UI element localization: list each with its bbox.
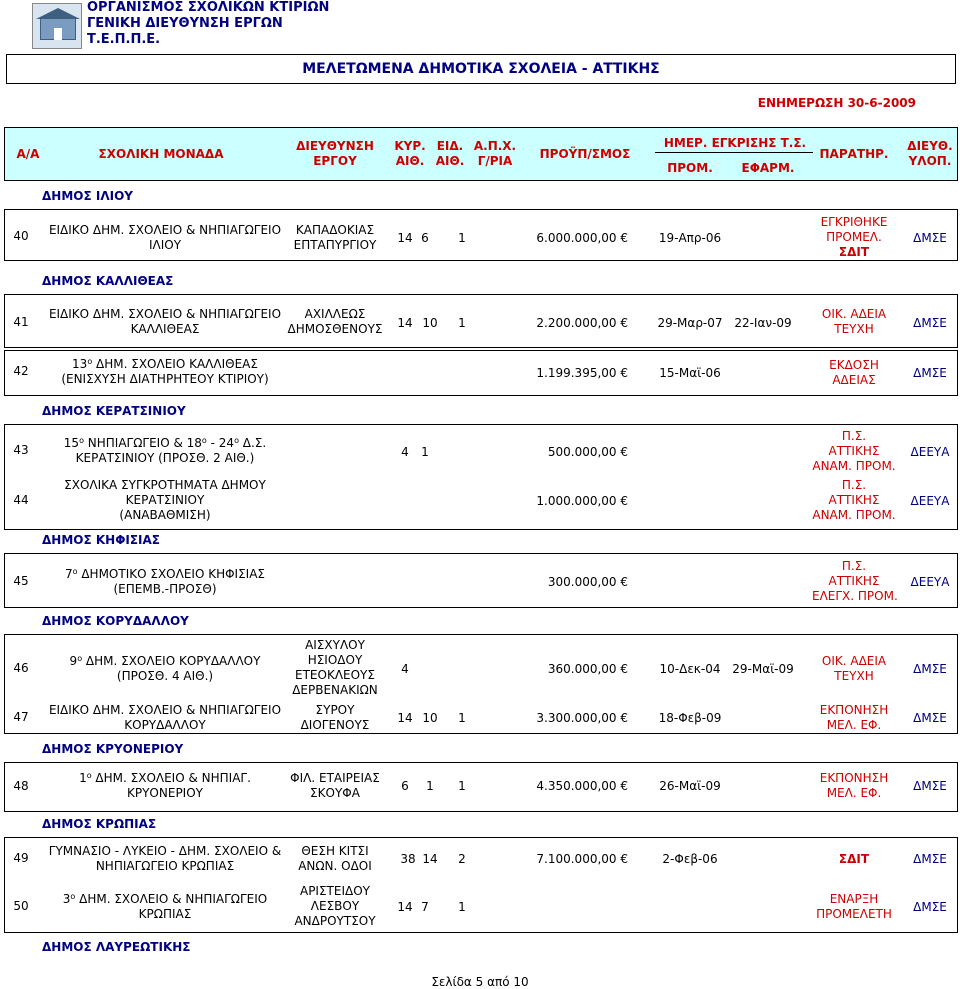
address-line1: ΑΡΙΣΤΕΙΔΟΥ <box>299 884 370 898</box>
project-address <box>280 223 390 253</box>
address-line2: ΛΕΣΒΟΥ <box>310 899 360 913</box>
directorate: ΔΜΣΕ <box>913 900 947 914</box>
municipality-lavreotikis: ΔΗΜΟΣ ΛΑΥΡΕΩΤΙΚΗΣ <box>42 940 191 954</box>
eid-count: 7 <box>421 900 429 914</box>
organization-name <box>87 0 329 48</box>
col-kyr-line1: ΚΥΡ. <box>394 139 426 153</box>
municipality-kifisias: ΔΗΜΟΣ ΚΗΦΙΣΙΑΣ <box>42 533 161 547</box>
kyr-count: 14 <box>397 231 413 245</box>
school-unit-line1: ΣΧΟΛΙΚΑ ΣΥΓΚΡΟΤΗΜΑΤΑ ΔΗΜΟΥ <box>64 478 266 492</box>
school-unit-line2: (ΠΡΟΣΘ. 4 ΑΙΘ.) <box>116 669 214 683</box>
project-address <box>280 844 390 874</box>
col-dieyth-line2: ΥΛΟΠ. <box>908 154 952 168</box>
page-title: ΜΕΛΕΤΩΜΕΝΑ ΔΗΜΟΤΙΚΑ ΣΧΟΛΕΙΑ - ΑΤΤΙΚΗΣ <box>6 54 956 84</box>
budget-value: 1.199.395,00 € <box>536 366 628 380</box>
col-notes: ΠΑΡΑΤΗΡ. <box>819 147 889 161</box>
school-unit-line2: (ΕΝΙΣΧΥΣΗ ΔΙΑΤΗΡΗΤΕΟΥ ΚΤΙΡΙΟΥ) <box>61 372 269 386</box>
col-address-line1: ΔΙΕΥΘΥΝΣΗ <box>296 139 374 153</box>
school-unit-line1: ΓΥΜΝΑΣΙΟ - ΛΥΚΕΙΟ - ΔΗΜ. ΣΧΟΛΕΙΟ & <box>48 844 282 858</box>
approval-efarm-date: 29-Μαϊ-09 <box>732 662 794 676</box>
kyr-count: 4 <box>401 445 409 459</box>
school-unit-line1 <box>45 771 285 786</box>
note-line2: ΤΕΥΧΗ <box>834 669 874 683</box>
row-number: 43 <box>13 443 29 457</box>
municipality-kryoneriou: ΔΗΜΟΣ ΚΡΥΟΝΕΡΙΟΥ <box>42 742 184 756</box>
municipality-keratsinioy: ΔΗΜΟΣ ΚΕΡΑΤΣΙΝΙΟΥ <box>42 404 186 418</box>
school-unit-line1: ΕΙΔΙΚΟ ΔΗΜ. ΣΧΟΛΕΙΟ & ΝΗΠΙΑΓΩΓΕΙΟ <box>48 307 282 321</box>
note-line3: ΑΝΑΜ. ΠΡΟΜ. <box>812 508 896 522</box>
directorate: ΔΜΣΕ <box>913 852 947 866</box>
approval-divider <box>655 152 813 153</box>
school-name: ΔΗΜ. ΣΧΟΛΕΙΟ ΚΟΡΥΔΑΛΛΟΥ <box>82 654 261 668</box>
school-unit-line2: ΚΕΡΑΤΣΙΝΙΟΥ (ΠΡΟΣΘ. 2 ΑΙΘ.) <box>75 451 255 465</box>
kyr-count: 4 <box>401 662 409 676</box>
approval-prom-date: 10-Δεκ-04 <box>659 662 721 676</box>
status-note <box>812 703 896 733</box>
row-number: 46 <box>13 661 29 675</box>
note-line2: ΤΕΥΧΗ <box>834 322 874 336</box>
note-line1: ΕΚΠΟΝΗΣΗ <box>819 771 889 785</box>
col-kyr <box>392 139 428 169</box>
col-ax-line2: Γ/ΡΙΑ <box>477 154 513 168</box>
note-line1: ΟΙΚ. ΑΔΕΙΑ <box>821 307 887 321</box>
school-unit-line2: ΚΡΥΟΝΕΡΙΟΥ <box>127 786 203 800</box>
kyr-count: 38 <box>400 852 416 866</box>
eid-count: 10 <box>422 711 438 725</box>
school-name-part: ΝΗΠΙΑΓΩΓΕΙΟ & 18 <box>83 436 202 450</box>
col-eid-line2: ΑΙΘ. <box>435 154 465 168</box>
ordinal-suffix: ο <box>70 892 76 901</box>
ordinal-suffix: ο <box>234 436 239 445</box>
status-note <box>812 559 896 604</box>
school-unit <box>45 771 285 801</box>
school-unit-line2: ΚΕΡΑΤΣΙΝΙΟΥ <box>125 493 205 507</box>
school-unit-line2: ΝΗΠΙΑΓΩΓΕΙΟ ΚΡΩΠΙΑΣ <box>95 859 235 873</box>
col-dieyth <box>902 139 958 169</box>
note-line1: Π.Σ. <box>841 429 867 443</box>
school-name: ΔΗΜ. ΣΧΟΛΕΙΟ & ΝΗΠΙΑΓ. <box>91 771 251 785</box>
col-unit: ΣΧΟΛΙΚΗ ΜΟΝΑΔΑ <box>98 147 224 161</box>
address-line1: ΘΕΣΗ ΚΙΤΣΙ <box>301 844 369 858</box>
org-line-1: ΟΡΓΑΝΙΣΜΟΣ ΣΧΟΛΙΚΩΝ ΚΤΙΡΙΩΝ <box>87 0 330 15</box>
budget-value: 500.000,00 € <box>547 445 628 459</box>
directorate: ΔΜΣΕ <box>913 662 947 676</box>
note-line2: ΑΔΕΙΑΣ <box>832 373 876 387</box>
school-unit-line2: ΚΟΡΥΔΑΛΛΟΥ <box>124 718 206 732</box>
project-address <box>280 638 390 698</box>
school-number: 1 <box>79 771 87 785</box>
col-address <box>280 139 390 169</box>
note-line2: ΑΤΤΙΚΗΣ <box>828 493 880 507</box>
municipality-kropias: ΔΗΜΟΣ ΚΡΩΠΙΑΣ <box>42 817 157 831</box>
school-number: 13 <box>72 357 88 371</box>
approval-efarm-date: 22-Ιαν-09 <box>734 316 792 330</box>
school-name-part: Δ.Σ. <box>238 436 267 450</box>
row-number: 50 <box>13 899 29 913</box>
school-unit <box>45 844 285 874</box>
note-line2: ΑΤΤΙΚΗΣ <box>828 444 880 458</box>
school-unit <box>45 223 285 253</box>
ordinal-suffix: ο <box>79 436 84 445</box>
ax-count: 1 <box>458 231 466 245</box>
col-dieyth-line1: ΔΙΕΥΘ. <box>907 139 953 153</box>
ax-count: 2 <box>458 852 466 866</box>
municipality-ilioy: ΔΗΜΟΣ ΙΛΙΟΥ <box>42 189 133 203</box>
budget-value: 1.000.000,00 € <box>536 494 628 508</box>
note-line3: ΑΝΑΜ. ΠΡΟΜ. <box>812 459 896 473</box>
ax-count: 1 <box>458 711 466 725</box>
col-budget: ΠΡΟΫΠ/ΣΜΟΣ <box>539 147 631 161</box>
school-number: 15 <box>63 436 80 450</box>
ax-count: 1 <box>458 316 466 330</box>
budget-value: 360.000,00 € <box>547 662 628 676</box>
col-ax <box>470 139 520 169</box>
address-line3: ΕΤΕΟΚΛΕΟΥΣ <box>295 668 375 682</box>
col-approval: ΗΜΕΡ. ΕΓΚΡΙΣΗΣ Τ.Σ. <box>663 136 807 150</box>
row-number: 49 <box>13 851 29 865</box>
school-unit <box>45 307 285 337</box>
note-line3: ΣΔΙΤ <box>838 245 870 259</box>
directorate: ΔΜΣΕ <box>913 711 947 725</box>
ordinal-suffix: ο <box>72 567 78 576</box>
row-number: 40 <box>13 229 29 243</box>
approval-prom-date: 2-Φεβ-06 <box>662 852 718 866</box>
status-note <box>812 892 896 922</box>
approval-prom-date: 18-Φεβ-09 <box>658 711 722 725</box>
school-unit-line2: ΙΛΙΟΥ <box>148 238 182 252</box>
school-unit <box>45 478 285 523</box>
ordinal-suffix: ο <box>86 771 92 780</box>
note-line1: ΕΚΔΟΣΗ <box>829 358 879 372</box>
approval-prom-date: 26-Μαϊ-09 <box>659 779 721 793</box>
note-line1: Π.Σ. <box>841 478 867 492</box>
project-address <box>280 884 390 929</box>
address-line4: ΔΕΡΒΕΝΑΚΙΩΝ <box>292 683 378 697</box>
page-number: Σελίδα 5 από 10 <box>431 975 529 989</box>
note-line1: ΟΙΚ. ΑΔΕΙΑ <box>821 654 887 668</box>
org-line-3: Τ.Ε.Π.Π.Ε. <box>87 32 161 47</box>
directorate: ΔΕΕΥΑ <box>910 494 950 508</box>
status-note <box>812 654 896 684</box>
school-unit-line1 <box>45 357 285 372</box>
status-note <box>812 215 896 260</box>
note-line2: ΜΕΛ. ΕΦ. <box>826 718 882 732</box>
directorate: ΔΕΕΥΑ <box>910 575 950 589</box>
directorate: ΔΜΣΕ <box>913 779 947 793</box>
col-ax-line1: Α.Π.Χ. <box>473 139 517 153</box>
ax-count: 1 <box>458 779 466 793</box>
col-prom: ΠΡΟΜ. <box>667 161 713 175</box>
address-line2: ΔΙΟΓΕΝΟΥΣ <box>300 718 370 732</box>
status-note <box>812 307 896 337</box>
project-address <box>280 703 390 733</box>
eid-count: 10 <box>422 316 438 330</box>
school-unit-line2: ΚΡΩΠΙΑΣ <box>138 907 192 921</box>
approval-prom-date: 19-Απρ-06 <box>658 231 722 245</box>
directorate: ΔΜΣΕ <box>913 316 947 330</box>
row-number: 42 <box>13 364 29 378</box>
status-note <box>812 771 896 801</box>
budget-value: 4.350.000,00 € <box>536 779 628 793</box>
address-line1: ΣΥΡΟΥ <box>315 703 355 717</box>
school-number: 7 <box>64 567 73 581</box>
school-name: ΔΗΜΟΤΙΚΟ ΣΧΟΛΕΙΟ ΚΗΦΙΣΙΑΣ <box>77 567 266 581</box>
school-unit-line3: (ΑΝΑΒΑΘΜΙΣΗ) <box>119 508 211 522</box>
budget-value: 7.100.000,00 € <box>536 852 628 866</box>
col-efarm: ΕΦΑΡΜ. <box>741 161 795 175</box>
status-note <box>812 478 896 523</box>
directorate: ΔΜΣΕ <box>913 366 947 380</box>
municipality-kallitheas: ΔΗΜΟΣ ΚΑΛΛΙΘΕΑΣ <box>42 274 174 288</box>
directorate: ΔΕΕΥΑ <box>910 445 950 459</box>
school-name-part: - 24 <box>206 436 235 450</box>
address-line2: ΔΗΜΟΣΘΕΝΟΥΣ <box>287 322 383 336</box>
ordinal-suffix: ο <box>87 357 93 366</box>
organization-logo <box>32 3 82 49</box>
col-eid <box>432 139 468 169</box>
school-number: 9 <box>69 654 78 668</box>
col-kyr-line2: ΑΙΘ. <box>395 154 425 168</box>
approval-prom-date: 29-Μαρ-07 <box>657 316 723 330</box>
address-line1: ΑΧΙΛΛΕΩΣ <box>304 307 366 321</box>
school-name: ΔΗΜ. ΣΧΟΛΕΙΟ & ΝΗΠΙΑΓΩΓΕΙΟ <box>75 892 268 906</box>
row-number: 45 <box>13 574 29 588</box>
note-line1: ΕΚΠΟΝΗΣΗ <box>819 703 889 717</box>
directorate: ΔΜΣΕ <box>913 231 947 245</box>
school-unit-line1 <box>45 654 285 669</box>
org-line-2: ΓΕΝΙΚΗ ΔΙΕΥΘΥΝΣΗ ΕΡΓΩΝ <box>87 16 283 31</box>
school-unit <box>45 703 285 733</box>
address-line2: ΕΠΤΑΠΥΡΓΙΟΥ <box>293 238 377 252</box>
approval-prom-date: 15-Μαϊ-06 <box>659 366 721 380</box>
address-line1: ΦΙΛ. ΕΤΑΙΡΕΙΑΣ <box>290 771 380 785</box>
school-unit <box>45 892 285 922</box>
address-line1: ΚΑΠΑΔΟΚΙΑΣ <box>295 223 375 237</box>
kyr-count: 14 <box>397 711 413 725</box>
school-number: 3 <box>62 892 71 906</box>
budget-value: 2.200.000,00 € <box>536 316 628 330</box>
kyr-count: 14 <box>397 316 413 330</box>
school-unit-line1 <box>45 567 285 582</box>
budget-value: 6.000.000,00 € <box>536 231 628 245</box>
school-unit-line1: ΕΙΔΙΚΟ ΔΗΜ. ΣΧΟΛΕΙΟ & ΝΗΠΙΑΓΩΓΕΙΟ <box>48 223 282 237</box>
note-line2: ΠΡΟΜΕΛΕΤΗ <box>816 907 892 921</box>
school-unit-line1: ΕΙΔΙΚΟ ΔΗΜ. ΣΧΟΛΕΙΟ & ΝΗΠΙΑΓΩΓΕΙΟ <box>48 703 282 717</box>
eid-count: 1 <box>426 779 434 793</box>
address-line1: ΑΙΣΧΥΛΟΥ <box>305 638 365 652</box>
school-unit-line1 <box>45 436 285 451</box>
note-line2: ΠΡΟΜΕΛ. <box>826 230 882 244</box>
eid-count: 14 <box>422 852 438 866</box>
update-date: ΕΝΗΜΕΡΩΣΗ 30-6-2009 <box>757 96 916 110</box>
ax-count: 1 <box>458 900 466 914</box>
budget-value: 3.300.000,00 € <box>536 711 628 725</box>
address-line3: ΑΝΔΡΟΥΤΣΟΥ <box>294 914 376 928</box>
col-address-line2: ΕΡΓΟΥ <box>313 154 357 168</box>
budget-value: 300.000,00 € <box>547 575 628 589</box>
school-unit <box>45 654 285 684</box>
school-unit-line1 <box>45 892 285 907</box>
school-unit <box>45 357 285 387</box>
note-line3: ΕΛΕΓΧ. ΠΡΟΜ. <box>812 589 898 603</box>
note-line2: ΜΕΛ. ΕΦ. <box>826 786 882 800</box>
ordinal-suffix: ο <box>201 436 207 445</box>
eid-count: 1 <box>421 445 429 459</box>
note-line2: ΑΤΤΙΚΗΣ <box>828 574 880 588</box>
municipality-korydalloy: ΔΗΜΟΣ ΚΟΡΥΔΑΛΛΟΥ <box>42 614 189 628</box>
project-address <box>280 771 390 801</box>
note-line1: Π.Σ. <box>841 559 867 573</box>
note-line1: ΕΓΚΡΙΘΗΚΕ <box>820 215 888 229</box>
address-line2: ΑΝΩΝ. ΟΔΟΙ <box>298 859 372 873</box>
school-unit <box>45 567 285 597</box>
kyr-count: 14 <box>397 900 413 914</box>
address-line2: ΗΣΙΟΔΟΥ <box>307 653 363 667</box>
status-note: ΣΔΙΤ <box>838 852 870 866</box>
status-note <box>812 358 896 388</box>
school-unit-line2: ΚΑΛΛΙΘΕΑΣ <box>130 322 200 336</box>
kyr-count: 6 <box>401 779 409 793</box>
ordinal-suffix: ο <box>77 654 83 663</box>
status-note <box>812 429 896 474</box>
address-line2: ΣΚΟΥΦΑ <box>310 786 360 800</box>
row-number: 44 <box>13 493 29 507</box>
row-number: 47 <box>13 710 29 724</box>
note-line1: ΕΝΑΡΞΗ <box>829 892 879 906</box>
project-address <box>280 307 390 337</box>
school-name: ΔΗΜ. ΣΧΟΛΕΙΟ ΚΑΛΛΙΘΕΑΣ <box>92 357 258 371</box>
eid-count: 6 <box>421 231 429 245</box>
school-unit-line2: (ΕΠΕΜΒ.-ΠΡΟΣΘ) <box>113 582 217 596</box>
col-aa: Α/Α <box>16 147 40 161</box>
row-number: 48 <box>13 779 29 793</box>
row-number: 41 <box>13 315 29 329</box>
school-unit <box>45 436 285 466</box>
col-eid-line1: ΕΙΔ. <box>436 139 464 153</box>
